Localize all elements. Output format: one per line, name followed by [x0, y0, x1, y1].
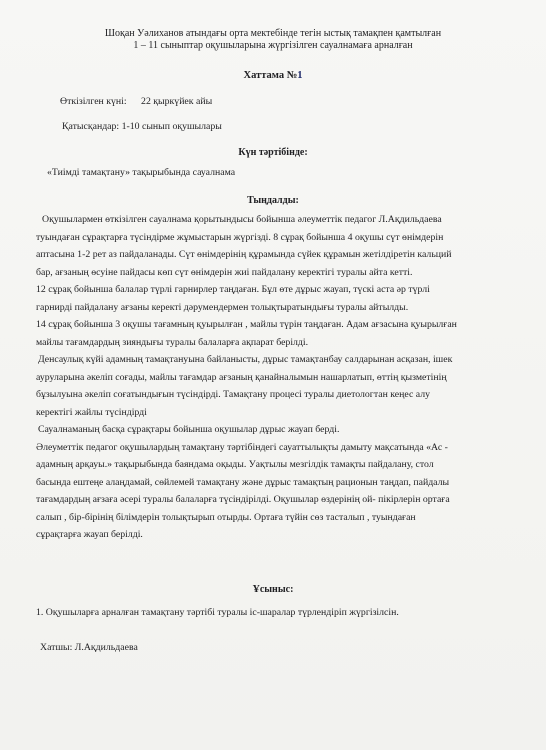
suggestion-item: 1. Оқушыларға арналған тамақтану тәртібі туралы іс-шаралар түрлендіріп жүргізілсін. [36, 607, 399, 618]
listened-heading: Тыңдалды: [247, 195, 299, 206]
participants: Қатысқандар: 1-10 сынып оқушылары [62, 121, 222, 132]
date-value: 22 қыркүйек айы [141, 96, 213, 107]
text-line: адамның арқауы.» тақырыбында баяндама оқыды. Уақтылы мезгілдік тамақты пайдалану, стол [36, 459, 434, 470]
text-line: ауруларына әкеліп соғады, майлы тағамдар ағзаның қанайналымын нашарлатып, өттің қызметінің [36, 371, 447, 383]
text-line: басында ештеңе алаңдамай, сөйлемей тамақтану және дұрыс тамақтың рационын таңдап, пайдалы [36, 476, 450, 488]
protocol-label: Хаттама № [243, 70, 298, 81]
text-line: тағамдардың ағзаға әсері туралы балаларға түсіндірілді. Оқушылар өздерінің ой- пікірлерін ортаға [36, 494, 450, 505]
date-label: Өткізілген күні: [60, 96, 127, 107]
protocol-number: 1 [297, 70, 303, 81]
secretary-signature: Хатшы: Л.Ақдильдаева [40, 642, 138, 653]
text-line: сұрақтарға жауап берілді. [36, 529, 143, 540]
text-line: 12 сұрақ бойынша балалар түрлі гарнирлер таңдаған. Бұл өте дұрыс жауап, түскі аста әр түрлі [36, 284, 430, 295]
text-line: гарнирді пайдалану ағзаны керекті дәрумендермен толықтыратындығы туралы айтылды. [36, 301, 409, 313]
text-line: Әлеуметтік педагог оқушылардың тамақтану тәртібіндегі сауаттылықты дамыту мақсатында «Ас - [36, 441, 448, 453]
header-line-2: 1 – 11 сыныптар оқушыларына жүргізілген сауалнамаға арналған [133, 40, 413, 51]
agenda-heading: Күн тәртібінде: [238, 147, 308, 158]
text-line: аптасына 1-2 рет аз пайдаланады. Сүт өнімдерінің құрамында сүйек құрамын жетілдіретін кальций [36, 249, 452, 260]
header-line-1: Шоқан Уәлиханов атындағы орта мектебінде тегін ыстық тамақпен қамтылған [104, 28, 442, 39]
protocol-title [0, 70, 546, 81]
text-line: керектігі жайлы түсіндірді [36, 406, 147, 418]
text-line: бұзылуына әкеліп соғатындығын түсіндірді. Тамақтану процесі туралы диетологтан кеңес алу [36, 389, 430, 400]
date-row [60, 96, 212, 108]
text-line: Денсаулық күйі адамның тамақтануына байланысты, дұрыс тамақтанбау салдарынан асқазан, ішек [38, 354, 453, 365]
text-line: Сауалнаманың басқа сұрақтары бойынша оқушылар дұрыс жауап берді. [38, 424, 340, 435]
text-line: салып , бір-бірінің білімдерін толықтырып отырды. Ортаға түйін сөз тасталып , туындаған [36, 511, 416, 523]
text-line: туындаған сұрақтарға түсіндірме жұмыстарын жүргізді. 8 сұрақ бойынша 4 оқушы сүт өнімдерін [36, 231, 444, 243]
listened-body [36, 211, 506, 544]
text-line: 14 сұрақ бойынша 3 оқушы тағамның қуырылған , майлы түрін таңдаған. Адам ағзасына қуырылған [36, 319, 457, 330]
agenda-item: «Тиімді тамақтану» тақырыбында сауалнама [47, 167, 236, 178]
text-line: Оқушылармен өткізілген сауалнама қорытындысы бойынша әлеуметтік педагог Л.Ақдильдаева [42, 214, 442, 225]
text-line: бар, ағзаның өсуіне пайдасы көп сүт өнімдерін жиі пайдалану керектігі туралы айта кетті. [36, 266, 413, 278]
text-line: майлы тағамдардың зияндығы туралы балаларға ақпарат берілді. [36, 336, 309, 348]
suggestion-heading: Ұсыныс: [252, 584, 294, 595]
